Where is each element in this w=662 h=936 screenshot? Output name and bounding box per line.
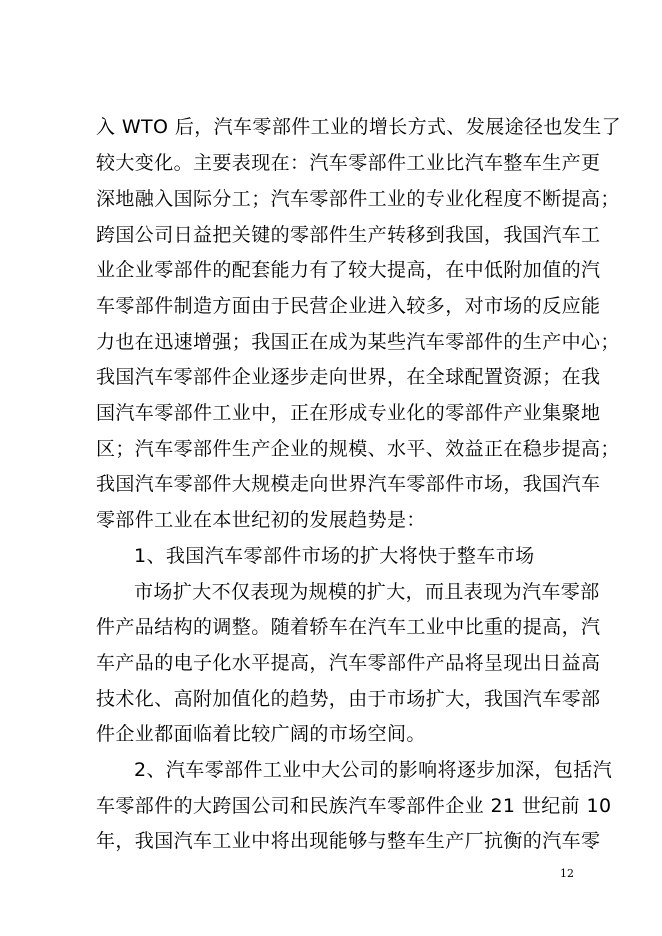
text-line: 技术化、高附加值化的趋势，由于市场扩大，我国汽车零部 xyxy=(96,688,601,710)
text-line: 零部件工业在本世纪初的发展趋势是： xyxy=(96,509,426,531)
text-line: 市场扩大不仅表现为规模的扩大，而且表现为汽车零部 xyxy=(134,581,600,603)
page-number: 12 xyxy=(560,867,574,880)
text-line: 入 WTO 后，汽车零部件工业的增长方式、发展途径也发生了 xyxy=(96,116,622,138)
text-line: 较大变化。主要表现在：汽车零部件工业比汽车整车生产更 xyxy=(96,152,601,174)
text-line: 车零部件的大跨国公司和民族汽车零部件企业 21 世纪前 10 xyxy=(96,795,612,817)
text-line: 我国汽车零部件大规模走向世界汽车零部件市场，我国汽车 xyxy=(96,473,601,495)
text-line: 力也在迅速增强；我国正在成为某些汽车零部件的生产中心； xyxy=(96,331,620,353)
text-line: 我国汽车零部件企业逐步走向世界，在全球配置资源；在我 xyxy=(96,366,601,388)
text-line: 跨国公司日益把关键的零部件生产转移到我国，我国汽车工 xyxy=(96,224,601,246)
text-line: 件产品结构的调整。随着轿车在汽车工业中比重的提高，汽 xyxy=(96,616,601,638)
text-line: 业企业零部件的配套能力有了较大提高，在中低附加值的汽 xyxy=(96,259,601,281)
text-line: 年，我国汽车工业中将出现能够与整车生产厂抗衡的汽车零 xyxy=(96,830,601,852)
text-line: 车零部件制造方面由于民营企业进入较多，对市场的反应能 xyxy=(96,295,601,317)
text-line: 深地融入国际分工；汽车零部件工业的专业化程度不断提高； xyxy=(96,188,620,210)
text-line: 件企业都面临着比较广阔的市场空间。 xyxy=(96,723,426,745)
section-heading: 2、汽车零部件工业中大公司的影响将逐步加深，包括汽 xyxy=(134,759,613,781)
text-line: 国汽车零部件工业中，正在形成专业化的零部件产业集聚地 xyxy=(96,402,601,424)
text-line: 车产品的电子化水平提高，汽车零部件产品将呈现出日益高 xyxy=(96,652,601,674)
text-line: 区；汽车零部件生产企业的规模、水平、效益正在稳步提高； xyxy=(96,438,620,460)
section-heading: 1、我国汽车零部件市场的扩大将快于整车市场 xyxy=(134,545,535,567)
